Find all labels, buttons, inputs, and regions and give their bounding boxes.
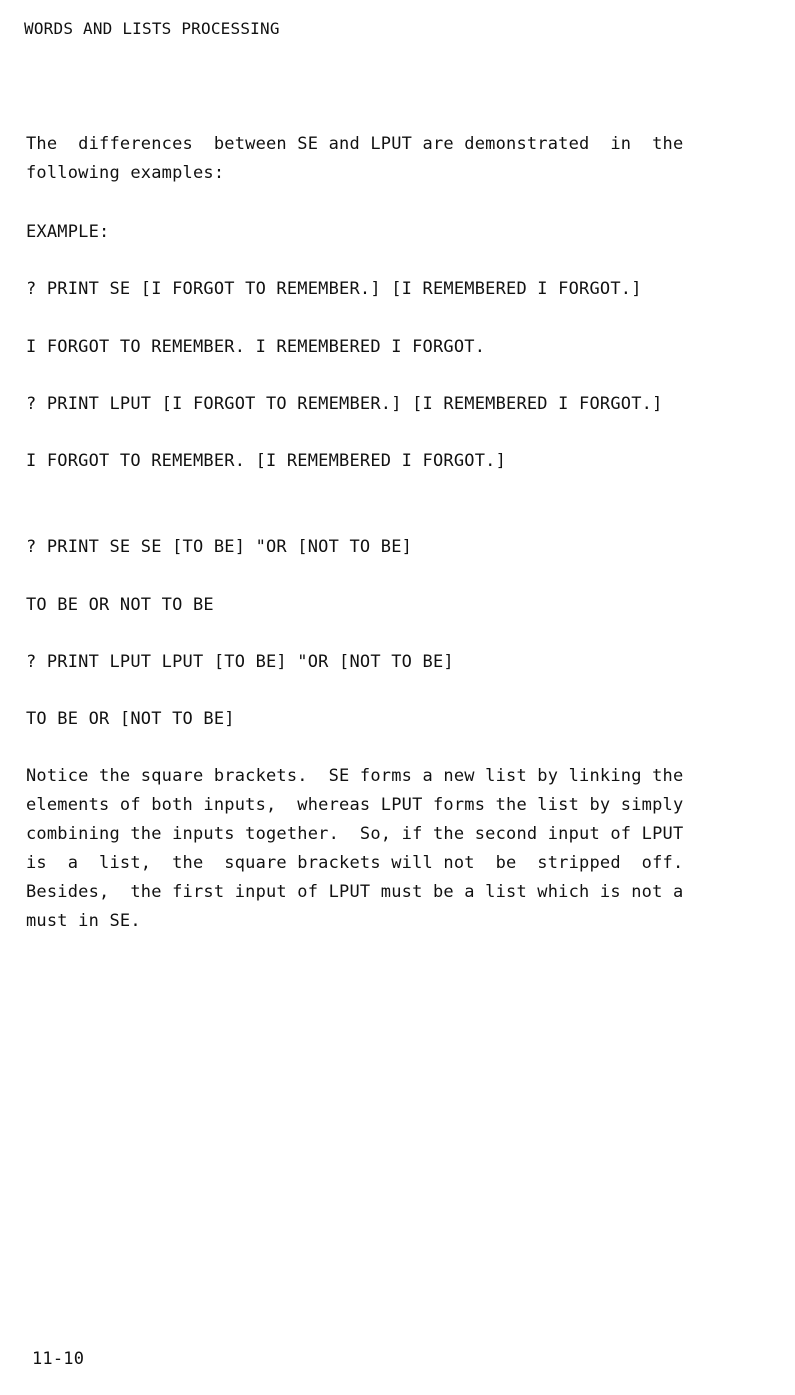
notice-line: is a list, the square brackets will not be stripped off. (26, 853, 684, 873)
intro-line: following examples: (26, 163, 225, 183)
example-command: ? PRINT LPUT [I FORGOT TO REMEMBER.] [I REMEMBERED I FORGOT.] (26, 394, 663, 414)
example-command: ? PRINT SE SE [TO BE] "OR [NOT TO BE] (26, 537, 413, 557)
notice-line: Notice the square brackets. SE forms a new list by linking the (26, 766, 684, 786)
notice-line: Besides, the first input of LPUT must be a list which is not a (26, 882, 684, 902)
example-output: TO BE OR [NOT TO BE] (26, 709, 235, 729)
running-header: WORDS AND LISTS PROCESSING (24, 19, 280, 38)
page-number: 11-10 (32, 1349, 85, 1369)
example-output: TO BE OR NOT TO BE (26, 595, 214, 615)
notice-line: combining the inputs together. So, if the second input of LPUT (26, 824, 684, 844)
notice-line: must in SE. (26, 911, 141, 931)
intro-paragraph (26, 130, 756, 188)
example-command: ? PRINT LPUT LPUT [TO BE] "OR [NOT TO BE] (26, 652, 454, 672)
example-output: I FORGOT TO REMEMBER. [I REMEMBERED I FORGOT.] (26, 451, 507, 471)
notice-paragraph (26, 762, 756, 936)
intro-line: The differences between SE and LPUT are demonstrated in the (26, 134, 684, 154)
example-output: I FORGOT TO REMEMBER. I REMEMBERED I FORGOT. (26, 337, 486, 357)
notice-line: elements of both inputs, whereas LPUT forms the list by simply (26, 795, 684, 815)
example-command: ? PRINT SE [I FORGOT TO REMEMBER.] [I REMEMBERED I FORGOT.] (26, 279, 642, 299)
example-label: EXAMPLE: (26, 222, 110, 242)
